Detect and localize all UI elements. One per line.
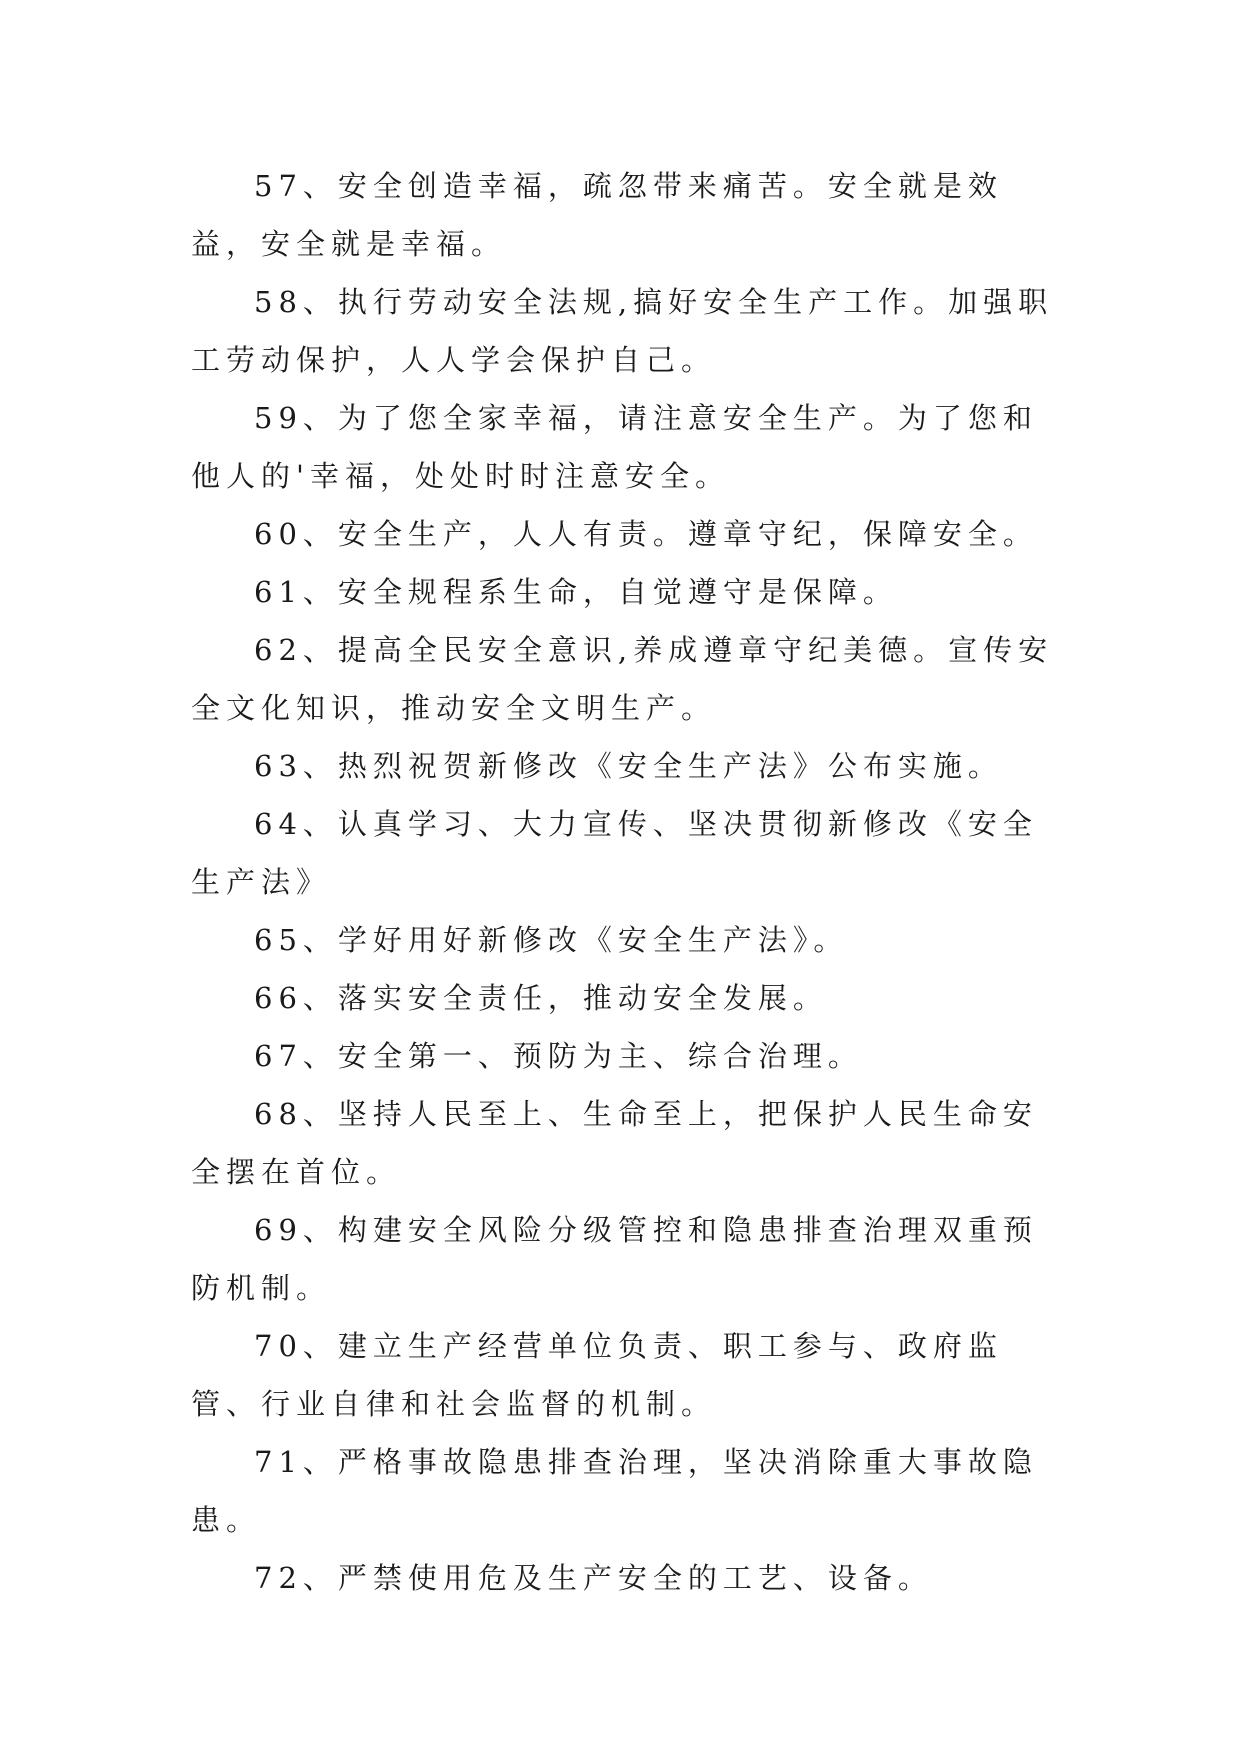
paragraph-65: 65、学好用好新修改《安全生产法》。: [254, 923, 849, 957]
paragraph-62: 62、提高全民安全意识,养成遵章守纪美德。宣传安全文化知识，推动安全文明生产。: [191, 633, 1054, 725]
paragraph-67: 67、安全第一、预防为主、综合治理。: [254, 1039, 863, 1073]
paragraph-57: 57、安全创造幸福，疏忽带来痛苦。安全就是效益，安全就是幸福。: [191, 169, 1003, 261]
paragraph-69: 69、构建安全风险分级管控和隐患排查治理双重预防机制。: [191, 1213, 1038, 1305]
document-body: [191, 157, 1055, 1607]
paragraph-66: 66、落实安全责任，推动安全发展。: [254, 981, 828, 1015]
paragraph-72: 72、严禁使用危及生产安全的工艺、设备。: [254, 1561, 933, 1595]
paragraph-70: 70、建立生产经营单位负责、职工参与、政府监管、行业自律和社会监督的机制。: [191, 1329, 1003, 1421]
paragraph-58: 58、执行劳动安全法规,搞好安全生产工作。加强职工劳动保护，人人学会保护自己。: [191, 285, 1054, 377]
paragraph-61: 61、安全规程系生命，自觉遵守是保障。: [254, 575, 898, 609]
paragraph-68: 68、坚持人民至上、生命至上，把保护人民生命安全摆在首位。: [191, 1097, 1038, 1189]
paragraph-71: 71、严格事故隐患排查治理，坚决消除重大事故隐患。: [191, 1445, 1038, 1537]
paragraph-64: 64、认真学习、大力宣传、坚决贯彻新修改《安全生产法》: [191, 807, 1038, 899]
paragraph-60: 60、安全生产，人人有责。遵章守纪，保障安全。: [254, 517, 1038, 551]
paragraph-63: 63、热烈祝贺新修改《安全生产法》公布实施。: [254, 749, 1003, 783]
paragraph-59: 59、为了您全家幸福，请注意安全生产。为了您和他人的'幸福，处处时时注意安全。: [191, 401, 1038, 493]
